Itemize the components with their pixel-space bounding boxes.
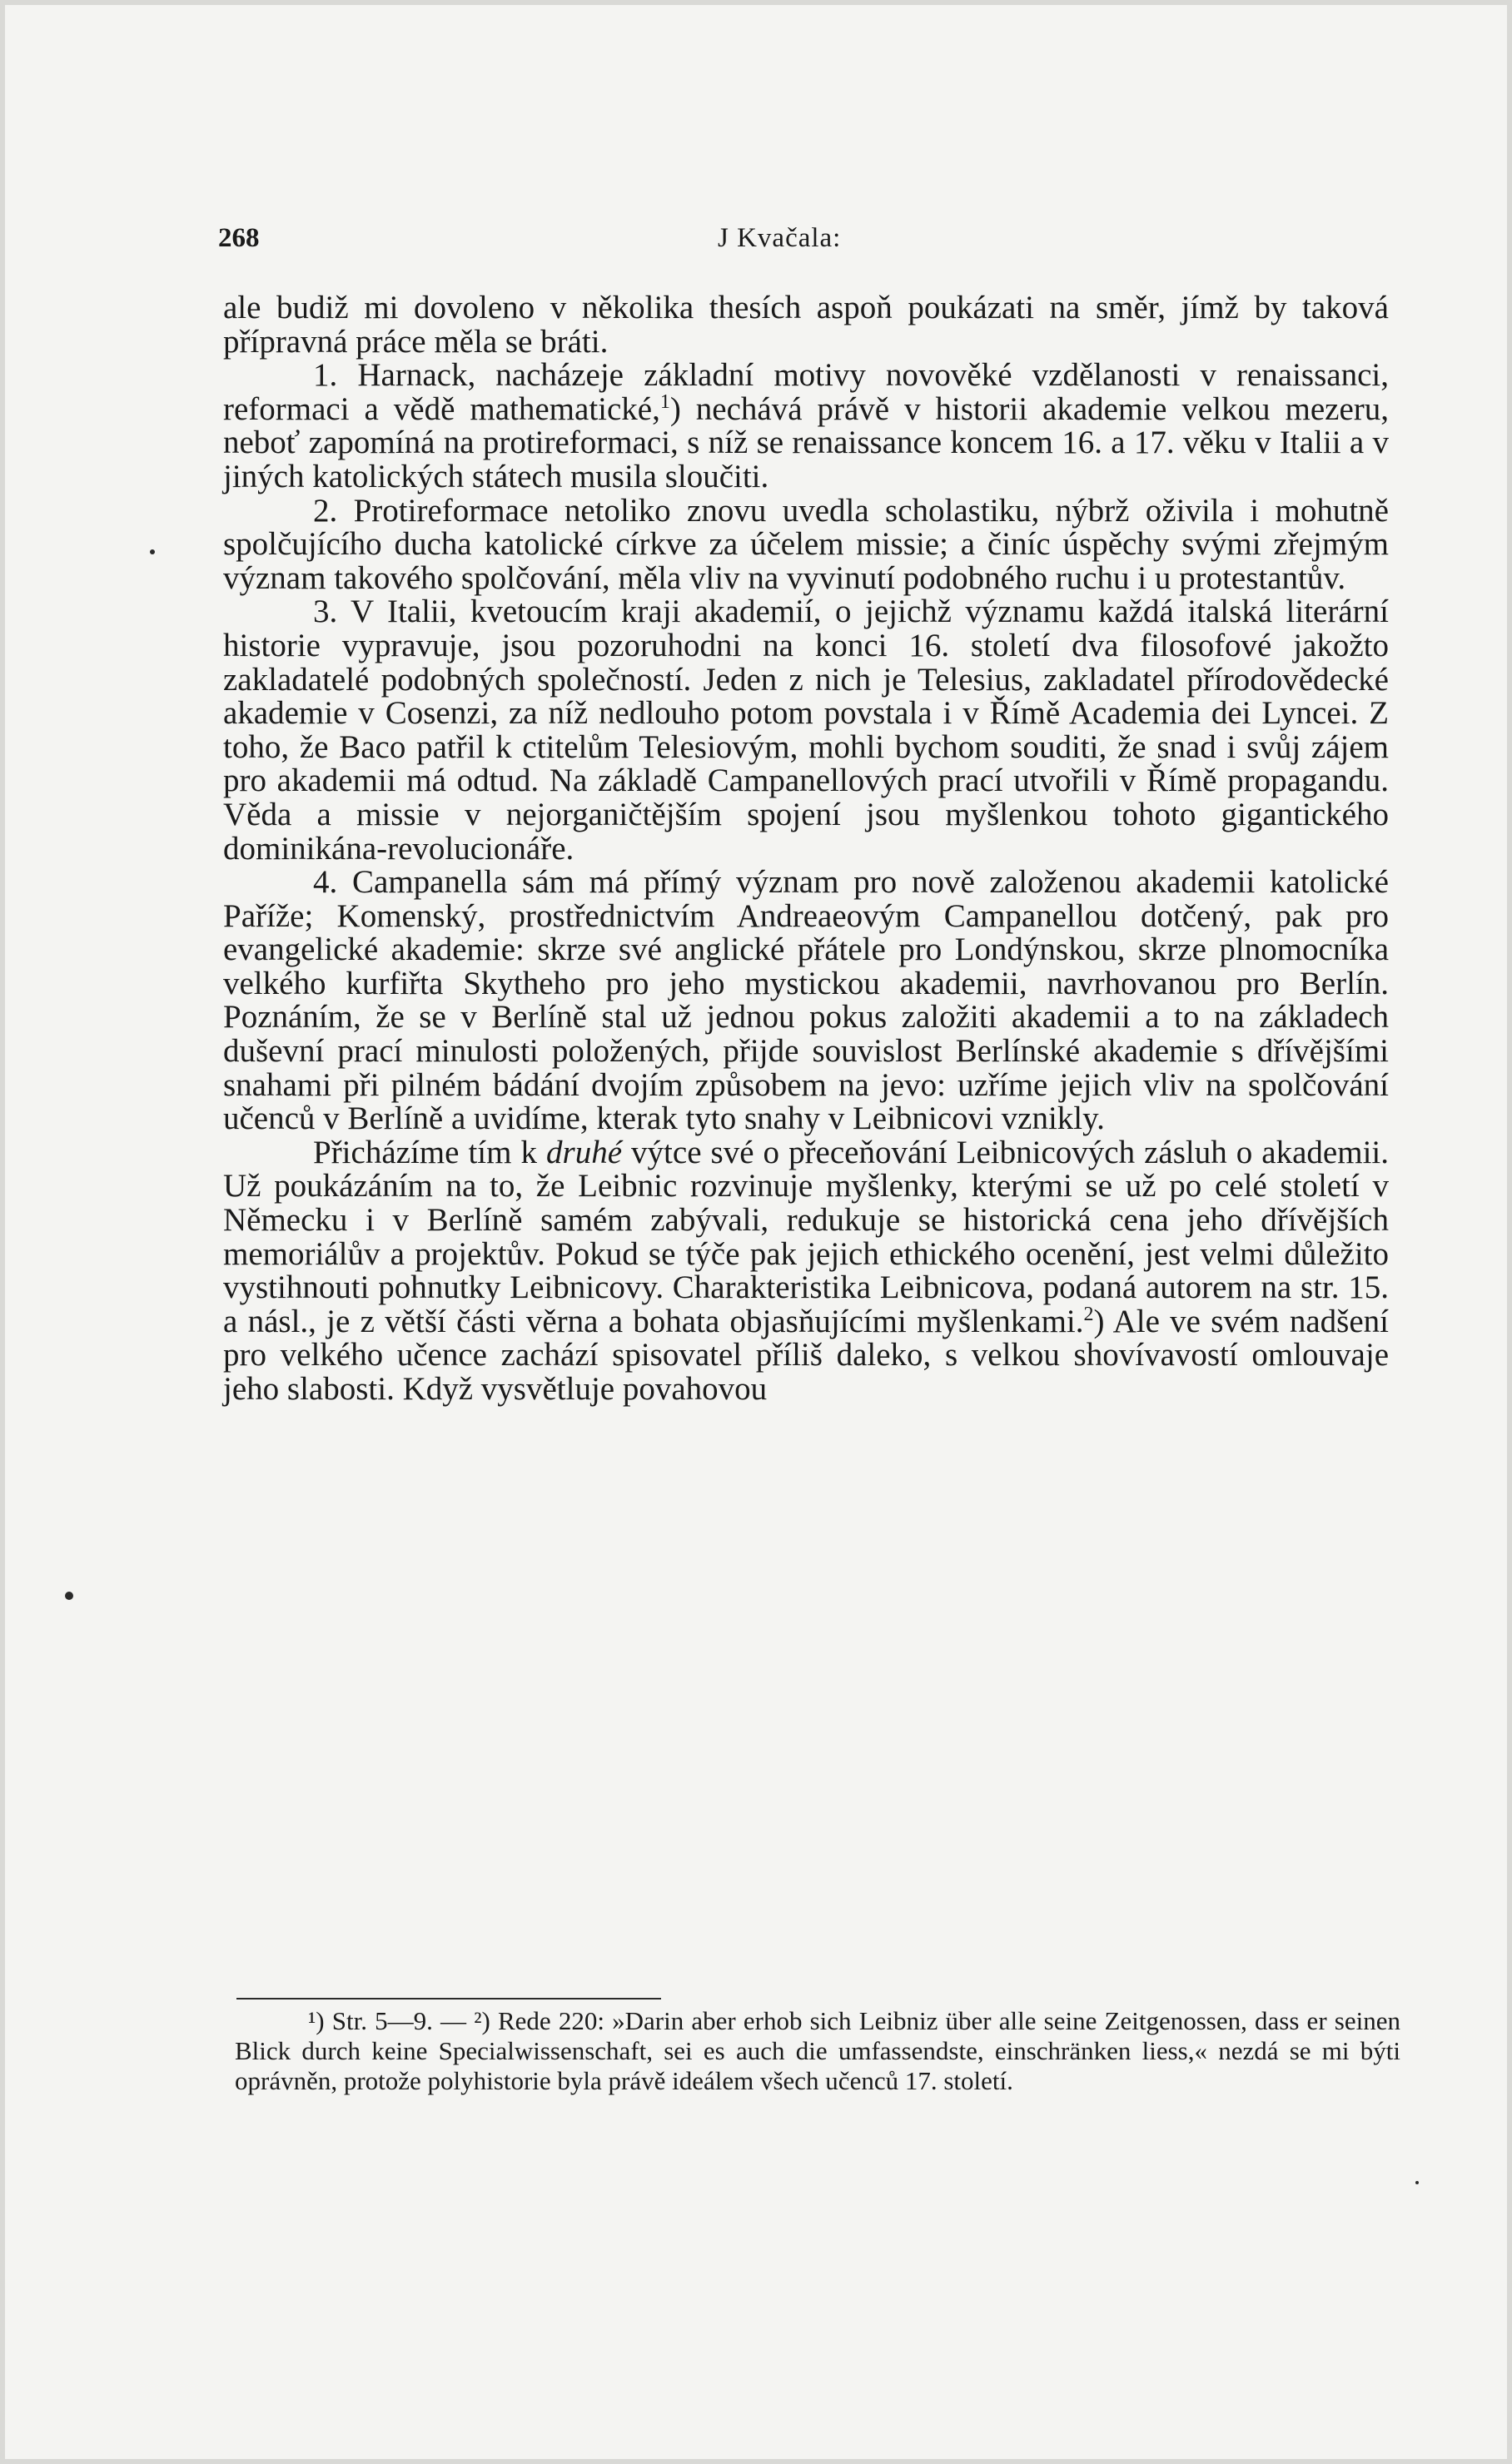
running-head-author: J Kvačala: bbox=[718, 223, 842, 253]
emphasis-druhe: druhé bbox=[546, 1134, 623, 1170]
page-number: 268 bbox=[218, 223, 260, 253]
footnote-text: ¹) Str. 5—9. — ²) Rede 220: »Darin aber erhob sich Leibniz über alle seine Zeitgenossen, dass er seinen Blick durch keine Specialwissenschaft, sei es auch die umfassendste, einschränken liess,« nezdá se mi býti oprávněn, protože polyhistorie byla právě ideálem všech učenců 17. století. bbox=[235, 2006, 1400, 2095]
paragraph-second-reproach bbox=[223, 1136, 1389, 1407]
paragraph-thesis-3: 3. V Italii, kvetoucím kraji akademií, o jejichž významu každá italská literární historie vypravuje, jsou pozoruhodni na konci 16. století dva filosofové jakožto zakladatelé podobných společností. Jeden z nich je Telesius, zakladatel přírodovědecké akademie v Cosenzi, za níž nedlouho potom povstala i v Římě Academia dei Lyncei. Z toho, že Baco patřil k ctitelům Telesiovým, mohli bychom souditi, že snad i svůj zájem pro akademii má odtud. Na základě Campanellových prací utvořili v Římě propagandu. Věda a missie v nejorganičtějším spojení jsou myšlenkou tohoto gigantického dominikána-revolucionáře. bbox=[223, 594, 1389, 867]
footnote-ref-2: 2 bbox=[1083, 1303, 1094, 1325]
paragraph-thesis-2: 2. Protireformace netoliko znovu uvedla scholastiku, nýbrž oživila i mohutně spolčujícího ducha katolické církve za účelem missie; a činíc úspěchy svými zřejmým význam takového spolčování, měla vliv na vyvinutí podobného ruchu i u protestantův. bbox=[223, 492, 1389, 596]
paragraph-intro: ale budiž mi dovoleno v několika thesích aspoň poukázati na směr, jímž by taková přípravná práce měla se bráti. bbox=[223, 290, 1389, 360]
scan-speck bbox=[65, 1592, 73, 1600]
running-head bbox=[218, 223, 1388, 265]
paragraph-second-reproach-part-b: výtce své o přeceňování Leibnicových zásluh o akademii. Už poukázáním na to, že Leibnic rozvinuje myšlenky, kterými se už po celé století v Německu i v Berlíně samém zabývali, redukuje se historická cena jeho dřívějších memoriálův a projektův. Pokud se týče pak jejich ethického ocenění, jest velmi důležito vystihnouti pohnutky Leibnicovy. Charakteristika Leibnicova, podaná autorem na str. 15. a násl., je z větší části věrna a bohata objasňujícími myšlenkami. bbox=[223, 1134, 1389, 1339]
paragraph-thesis-1-part-b: ) nechává právě v historii akademie velkou mezeru, neboť zapomíná na protireformaci, s níž se renaissance koncem 16. a 17. věku v Italii a v jiných katolických státech musila sloučiti. bbox=[223, 390, 1389, 494]
body-text bbox=[223, 291, 1389, 1407]
paragraph-thesis-4: 4. Campanella sám má přímý význam pro nově založenou akademii katolické Paříže; Komenský, prostřednictvím Andreaeovým Campanellou dotčený, pak pro evangelické akademie: skrze své anglické přátele pro Londýnskou, skrze plnomocníka velkého kurfiřta Skytheho pro jeho mystickou akademii, navrhovanou pro Berlín. Poznáním, že se v Berlíně stal už jednou pokus založiti akademii a to na základech duševní prací minulosti položených, přijde souvislost Berlínské akademie s dřívějšími snahami při pilném bádání dvojím způsobem na jevo: uzříme jejich vliv na spolčování učenců v Berlíně a uvidíme, kterak tyto snahy v Leibnicovi vznikly. bbox=[223, 864, 1389, 1137]
paragraph-second-reproach-part-c: ) Ale ve svém nadšení pro velkého učence zachází spisovatel příliš daleko, s velkou shovívavostí omlouvaje jeho slabosti. Když vysvětluje povahovou bbox=[223, 1303, 1389, 1407]
scan-speck bbox=[1415, 2181, 1419, 2184]
paragraph-thesis-1 bbox=[223, 359, 1389, 494]
paragraph-second-reproach-part-a: Přicházíme tím k bbox=[313, 1134, 547, 1170]
scan-speck bbox=[150, 549, 155, 554]
footnote-divider bbox=[236, 1998, 661, 2000]
footnotes bbox=[235, 2006, 1400, 2096]
footnote-ref-1: 1 bbox=[659, 390, 670, 413]
paragraph-thesis-1-part-a: 1. Harnack, nacházeje základní motivy novověké vzdělanosti v renaissanci, reformaci a vědě mathematické, bbox=[223, 357, 1389, 427]
